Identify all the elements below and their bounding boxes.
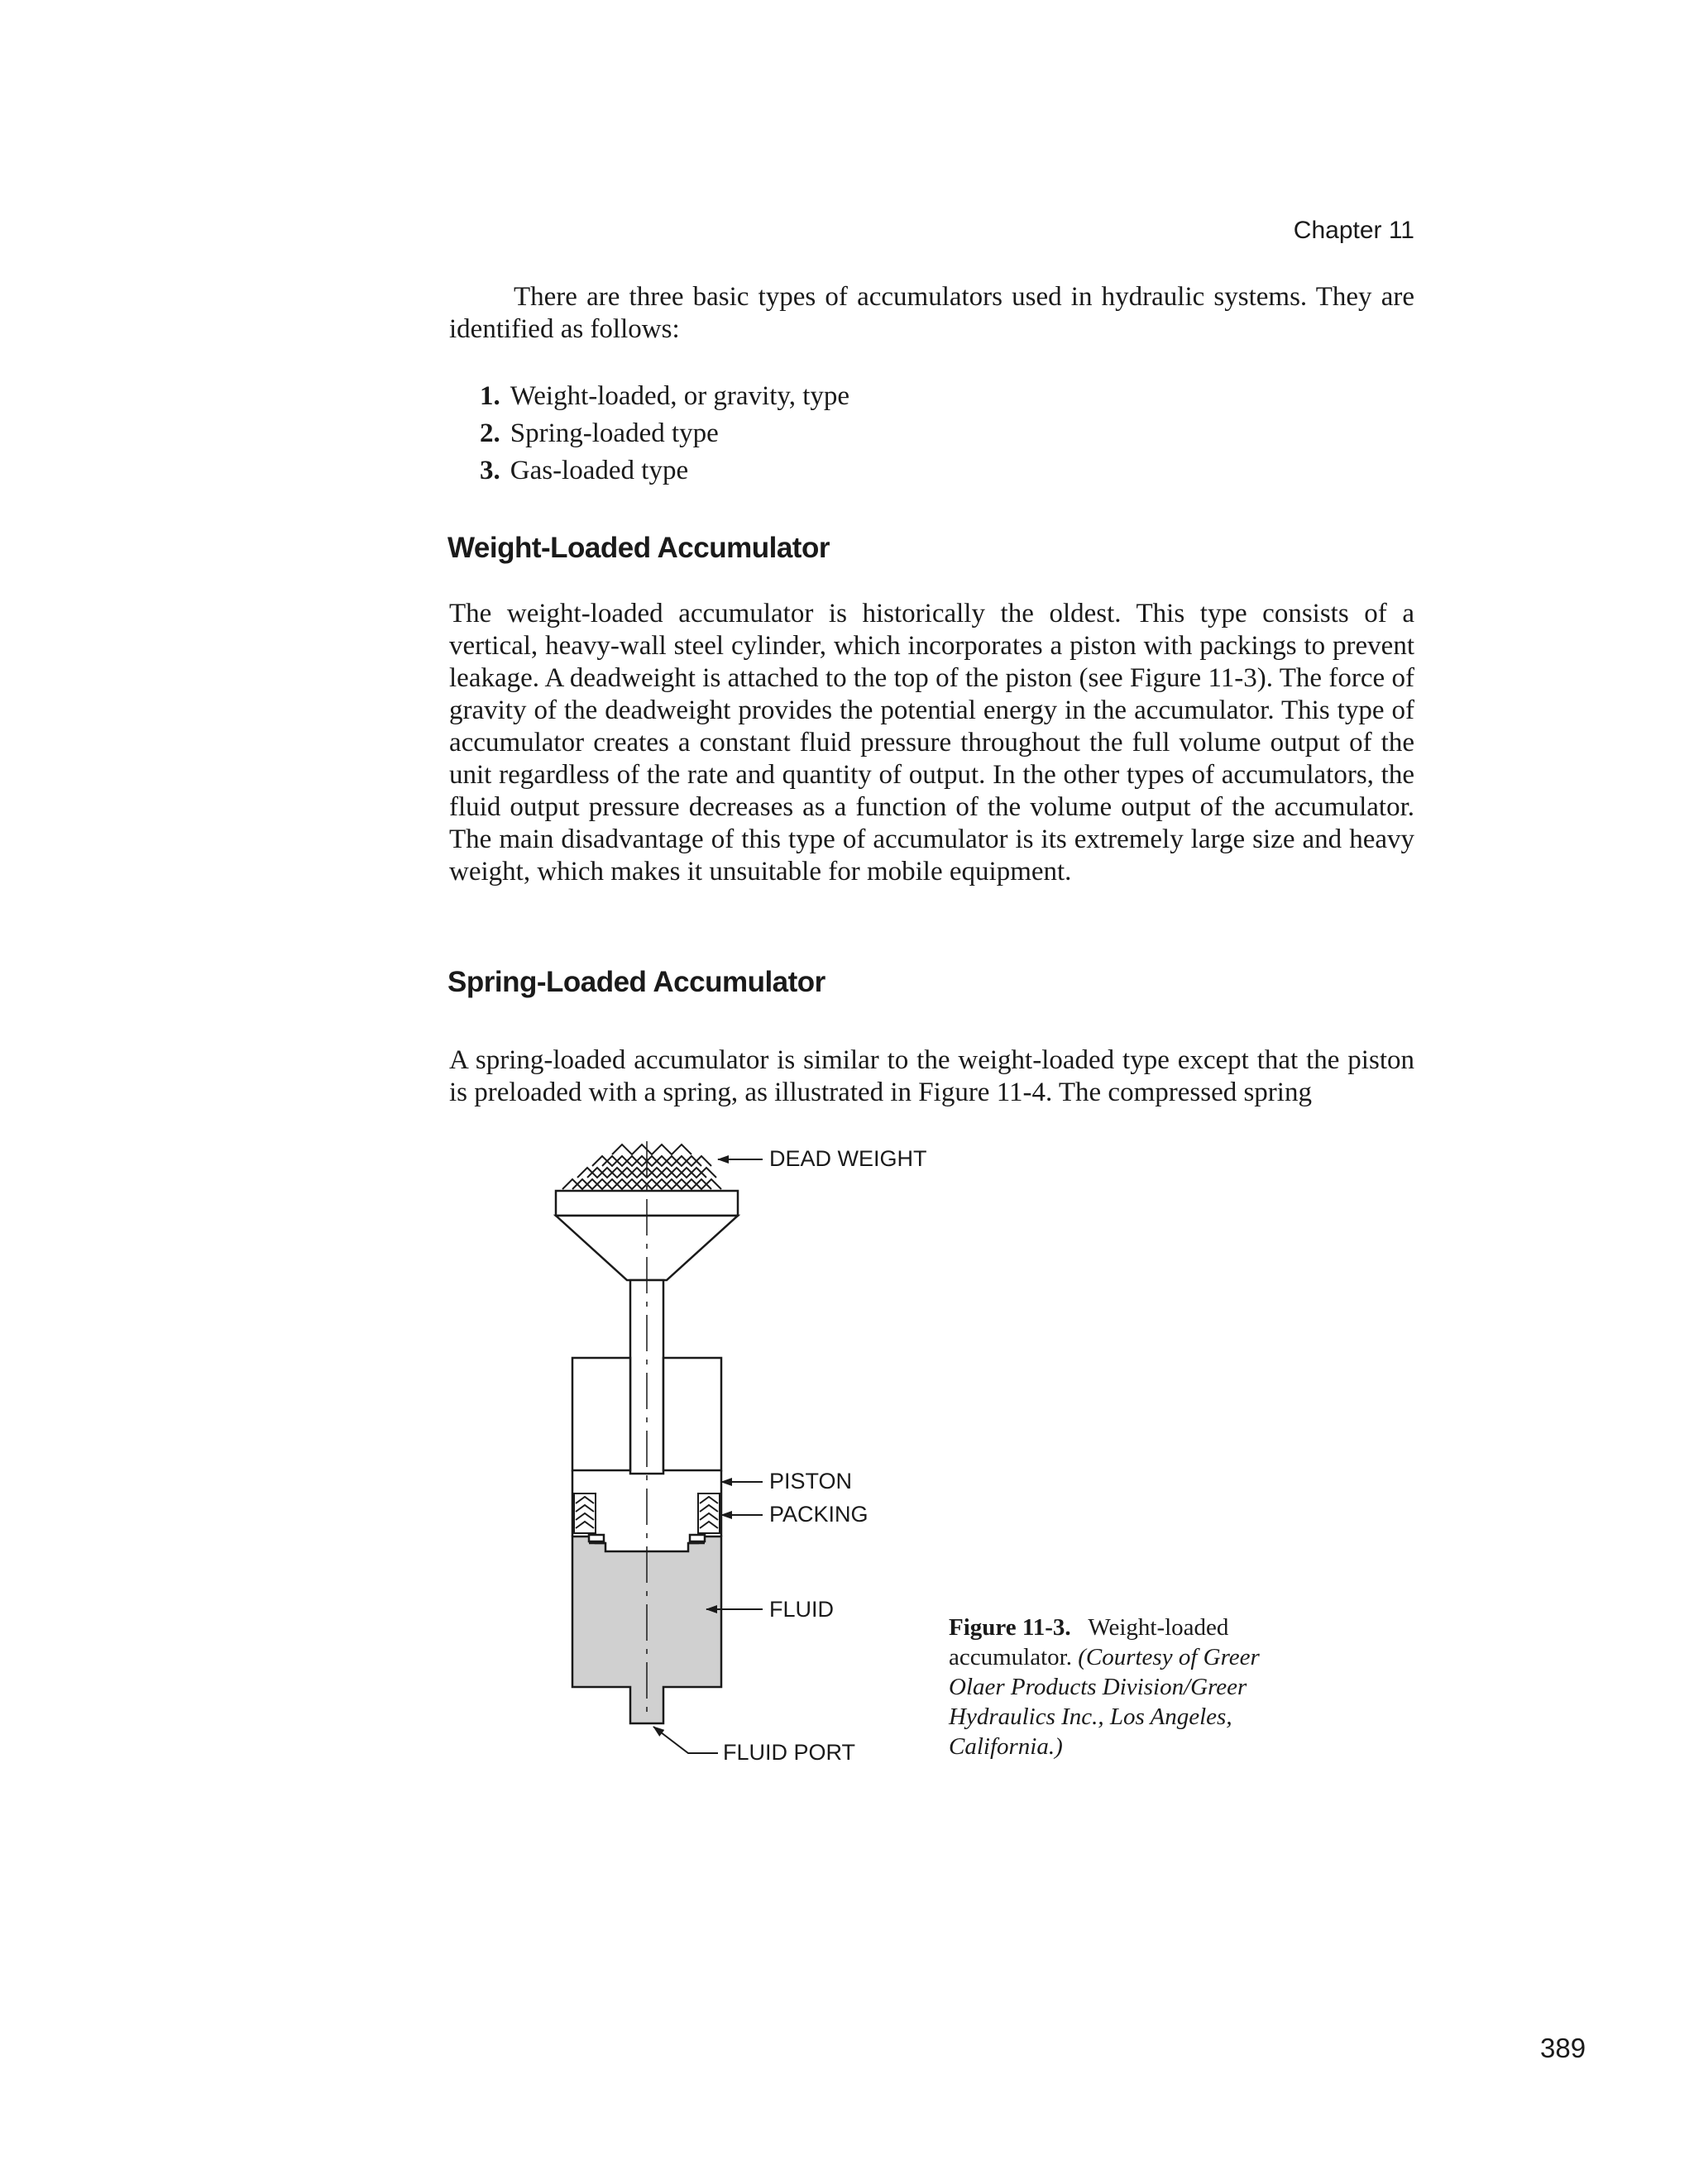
list-item-number: 3. <box>480 456 500 485</box>
running-head-chapter: Chapter 11 <box>1293 217 1414 244</box>
list-item <box>480 452 849 490</box>
callout-piston: PISTON <box>769 1469 853 1493</box>
figure-caption-credit: (Courtesy of Greer Olaer Products Division/Greer Hydraulics Inc., Los Angeles, California.) <box>949 1644 1260 1760</box>
spring-loaded-paragraph: A spring-loaded accumulator is similar to the weight-loaded type except that the piston is preloaded with a spring, as illustrated in Figure 11-4. The compressed spring <box>449 1045 1414 1107</box>
figure-caption-label: Figure 11-3. <box>949 1614 1071 1641</box>
list-item <box>480 378 849 415</box>
figure-caption-title: Weight-loaded accumulator. <box>949 1614 1229 1670</box>
list-item-text: Gas-loaded type <box>510 456 689 485</box>
accumulator-types-list <box>480 378 849 490</box>
callout-packing: PACKING <box>769 1502 869 1527</box>
dead-weight-pile <box>562 1145 721 1189</box>
figure-weight-loaded-accumulator <box>529 1133 959 1778</box>
accumulator-diagram <box>529 1133 959 1778</box>
callout-dead-weight: DEAD WEIGHT <box>769 1146 927 1171</box>
list-item <box>480 415 849 452</box>
callout-fluid: FLUID <box>769 1597 835 1622</box>
section-heading-weight-loaded: Weight-Loaded Accumulator <box>447 532 830 564</box>
list-item-text: Spring-loaded type <box>510 418 719 448</box>
callout-fluid-port: FLUID PORT <box>723 1740 856 1765</box>
page-number: 389 <box>1540 2033 1586 2063</box>
list-item-text: Weight-loaded, or gravity, type <box>510 381 850 411</box>
intro-paragraph: There are three basic types of accumulators used in hydraulic systems. They are identified as follows: <box>449 282 1414 344</box>
list-item-number: 1. <box>480 381 500 411</box>
section-heading-spring-loaded: Spring-Loaded Accumulator <box>447 966 825 998</box>
figure-caption <box>949 1613 1304 1761</box>
list-item-number: 2. <box>480 418 500 448</box>
weight-loaded-paragraph: The weight-loaded accumulator is historically the oldest. This type consists of a vertical, heavy-wall steel cylinder, which incorporates a piston with packings to prevent leakage. A deadweight is attached to the top of the piston (see Figure 11-3). The force of gravity of the deadweight provides the potential energy in the accumulator. This type of accumulator creates a constant fluid pressure throughout the full volume output of the unit regardless of the rate and quantity of output. In the other types of accumulators, the fluid output pressure decreases as a function of the volume output of the accumulator. The main disadvantage of this type of accumulator is its extremely large size and heavy weight, which makes it unsuitable for mobile equipment. <box>449 599 1414 887</box>
